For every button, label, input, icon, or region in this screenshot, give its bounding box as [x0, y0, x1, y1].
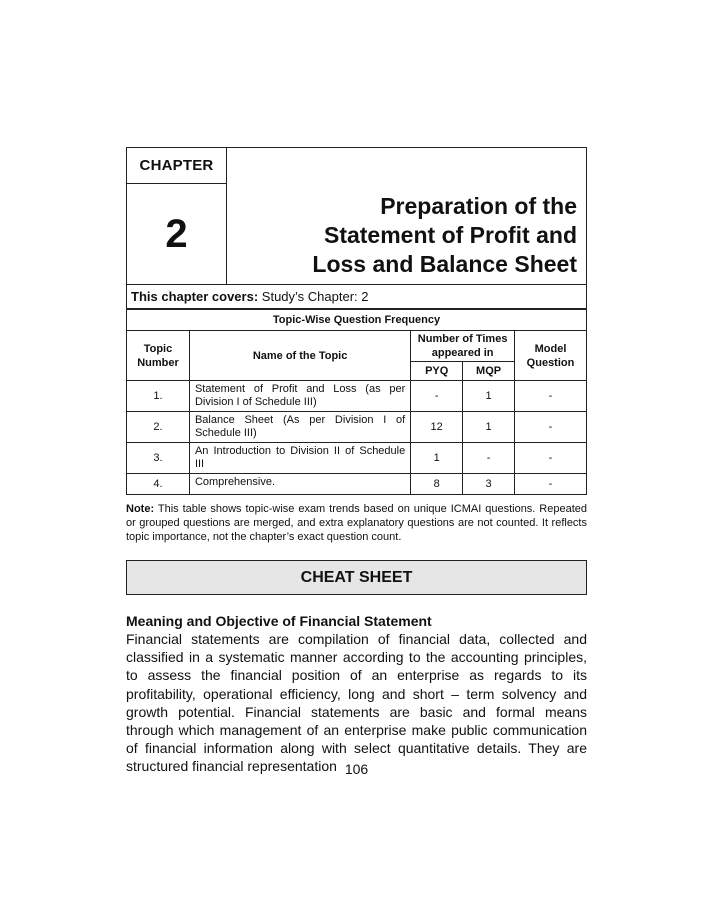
header-topic-name: Name of the Topic	[189, 331, 410, 381]
topic-number-cell: 1.	[127, 381, 190, 412]
chapter-header	[126, 147, 587, 285]
page-number: 106	[344, 761, 369, 777]
note-text: This table shows topic-wise exam trends based on unique ICMAI questions. Repeated or grouped questions are merged, and extra explanatory questions are not counted. It reflects topic importance, not the chapter’s exact question count.	[126, 503, 588, 543]
header-mqp: MQP	[463, 362, 515, 381]
mqp-cell: 1	[463, 381, 515, 412]
table-row	[127, 474, 587, 495]
mqp-cell: -	[463, 443, 515, 474]
covers-value: Study’s Chapter: 2	[261, 289, 369, 304]
header-times-appeared: Number of Times appeared in	[411, 331, 515, 362]
chapter-title-line: Preparation of the	[380, 193, 577, 219]
header-topic-number: Topic Number	[127, 331, 190, 381]
table-row	[127, 412, 587, 443]
table-row	[127, 381, 587, 412]
topic-number-cell: 2.	[127, 412, 190, 443]
chapter-title	[257, 192, 577, 279]
table-row	[127, 443, 587, 474]
header-pyq: PYQ	[411, 362, 463, 381]
note-label: Note:	[126, 503, 155, 515]
model-question-cell: -	[515, 474, 587, 495]
topic-frequency-table	[126, 309, 587, 495]
topic-number-cell: 4.	[127, 474, 190, 495]
chapter-label: CHAPTER	[127, 148, 226, 184]
chapter-title-line: Loss and Balance Sheet	[312, 251, 577, 277]
chapter-title-line: Statement of Profit and	[323, 222, 577, 248]
model-question-cell: -	[515, 443, 587, 474]
topic-name-cell: An Introduction to Division II of Schedule III	[189, 443, 410, 474]
mqp-cell: 1	[463, 412, 515, 443]
model-question-cell: -	[515, 381, 587, 412]
cheat-sheet-banner: CHEAT SHEET	[126, 560, 587, 595]
chapter-number: 2	[165, 212, 188, 256]
chapter-covers	[126, 285, 587, 309]
header-model-question: Model Question	[515, 331, 587, 381]
chapter-number-panel	[127, 148, 227, 284]
model-question-cell: -	[515, 412, 587, 443]
topic-number-cell: 3.	[127, 443, 190, 474]
pyq-cell: 12	[411, 412, 463, 443]
table-note	[126, 502, 587, 544]
section-heading: Meaning and Objective of Financial Statement	[126, 613, 432, 629]
pyq-cell: 1	[411, 443, 463, 474]
topic-name-cell: Balance Sheet (As per Division I of Schedule III)	[189, 412, 410, 443]
pyq-cell: 8	[411, 474, 463, 495]
section-body: Financial statements are compilation of financial data, collected and classified in a systematic manner according to the accounting principles, to assess the financial position of an enterprise as regards to its profitability, operational efficiency, long and short – term solvency and growth potential. Financial statements are basic and formal means through which management of an enterprise make public communication of financial information along with select quantitative details. They are structured financial representation	[126, 631, 587, 775]
table-caption: Topic-Wise Question Frequency	[127, 310, 587, 331]
topic-name-cell: Comprehensive.	[189, 474, 410, 495]
covers-label: This chapter covers:	[131, 289, 259, 304]
topic-name-cell: Statement of Profit and Loss (as per Division I of Schedule III)	[189, 381, 410, 412]
mqp-cell: 3	[463, 474, 515, 495]
pyq-cell: -	[411, 381, 463, 412]
